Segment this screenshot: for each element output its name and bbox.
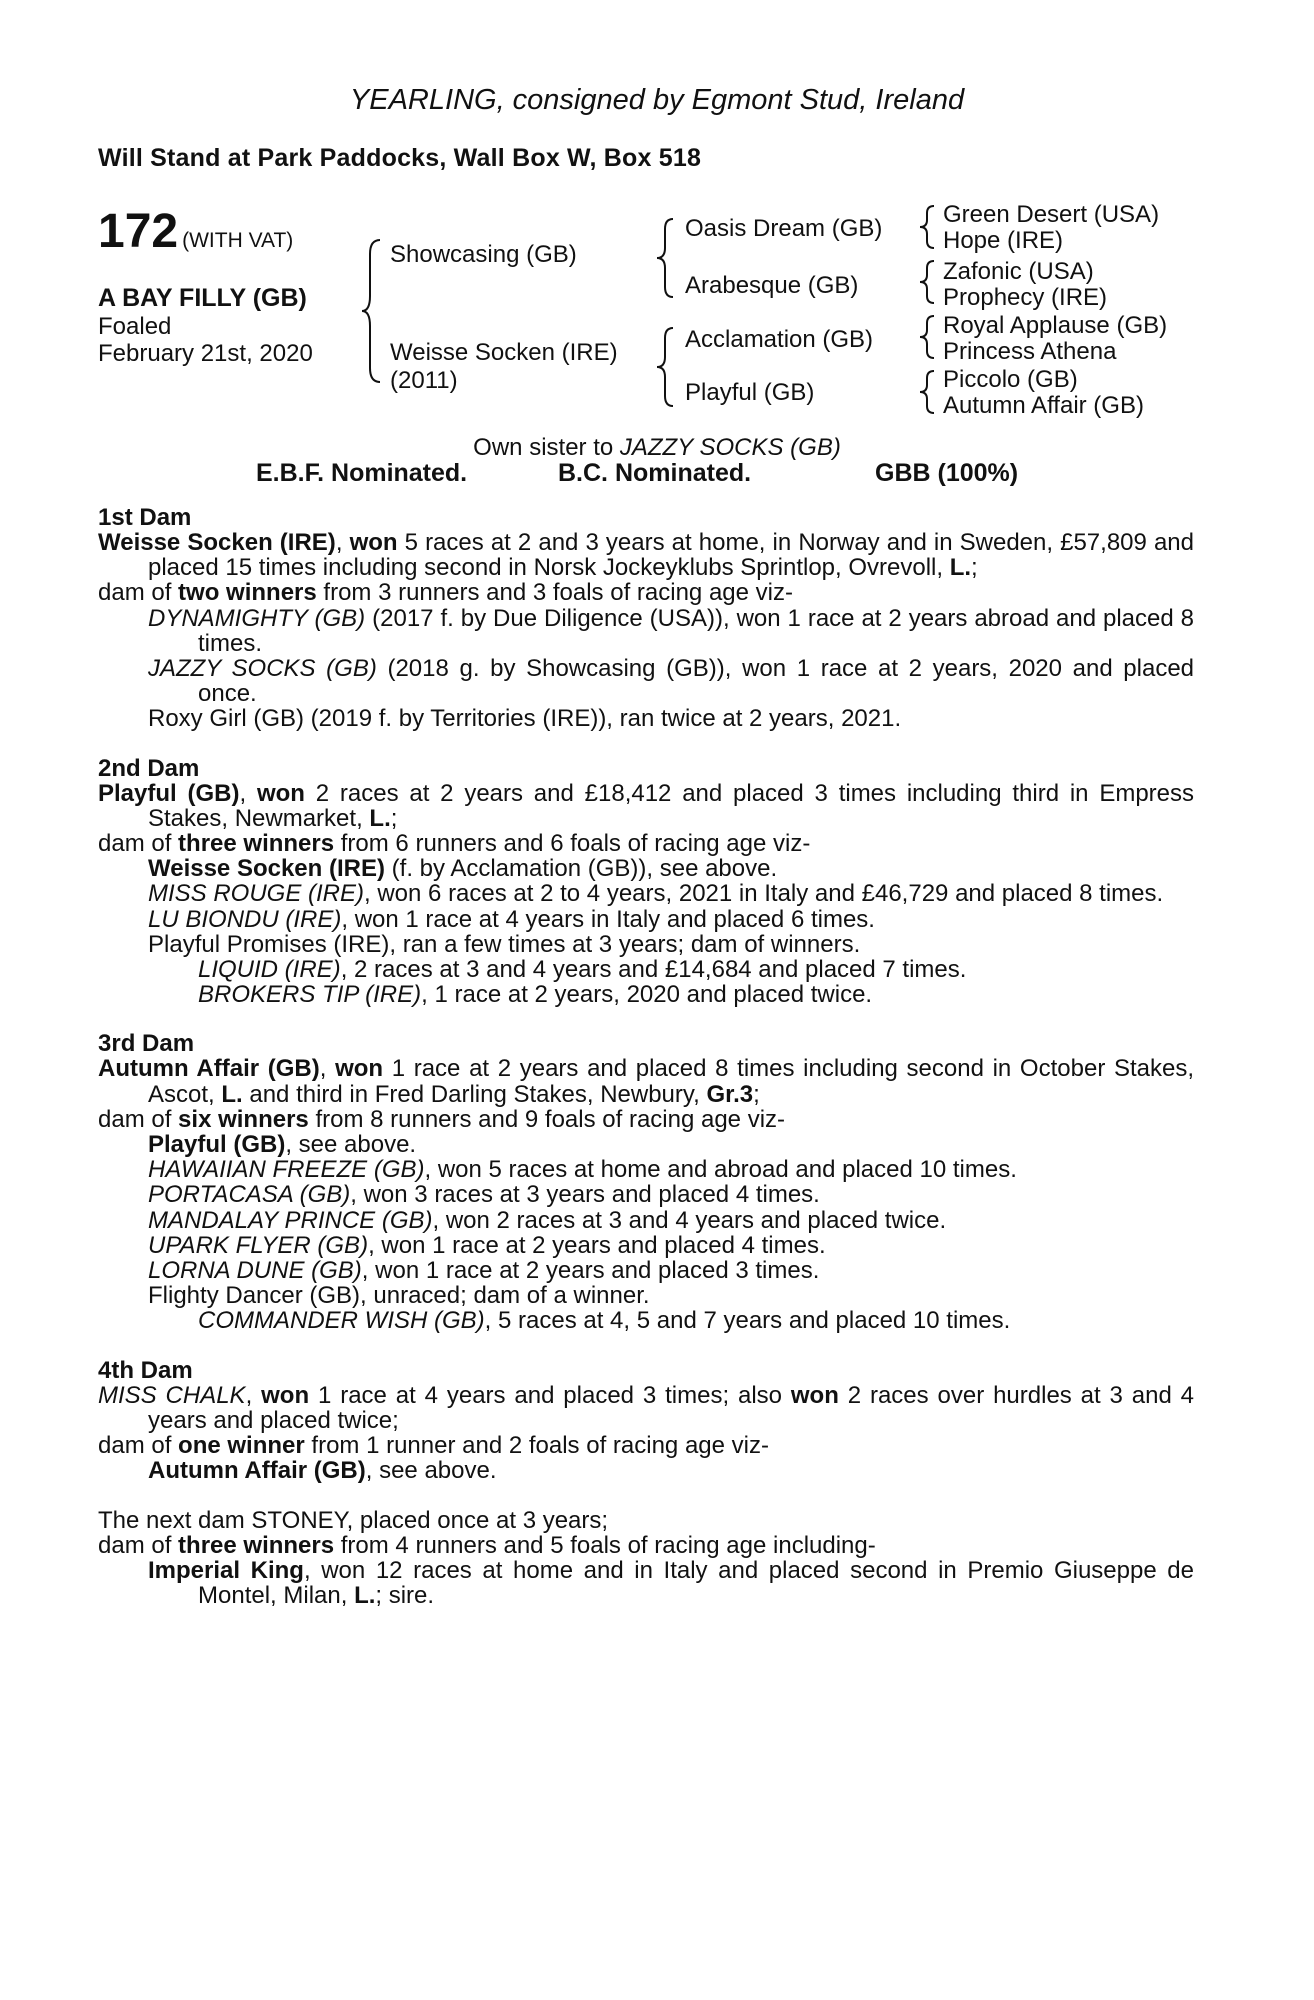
pedigree-line: [98, 1258, 1194, 1283]
text-run: MISS ROUGE (IRE): [148, 880, 365, 908]
text-run: , won 3 races at 3 years and placed 4 times.: [350, 1181, 820, 1209]
pedigree-line: [98, 1433, 1194, 1458]
text-run: 1 race at 4 years and placed 3 times; also: [309, 1381, 791, 1409]
pedigree-brace-main: [360, 236, 388, 386]
pedigree-g3-7: Piccolo (GB): [943, 366, 1078, 393]
pedigree-line: [98, 881, 1194, 906]
dam-section: [98, 1358, 1194, 1484]
text-run: three winners: [178, 1531, 335, 1559]
dam-section: [98, 1031, 1194, 1333]
pedigree-brace-g3-4: [917, 368, 939, 416]
section-heading: 1st Dam: [98, 504, 192, 531]
text-run: dam of: [98, 1432, 179, 1460]
text-run: Autumn Affair (GB): [148, 1457, 366, 1485]
text-run: , won 1 race at 2 years and placed 3 times.: [361, 1257, 820, 1285]
text-run: PORTACASA (GB): [148, 1181, 351, 1209]
text-run: (2017 f. by Due Diligence (USA)), won 1 race at 2 years abroad and placed 8 times.: [198, 604, 1195, 657]
pedigree-line: [98, 580, 1194, 605]
text-run: 2 races over hurdles at 3 and 4 years and placed twice;: [148, 1381, 1195, 1434]
text-run: two winners: [178, 579, 317, 607]
pedigree-line: [98, 831, 1194, 856]
stand-location: Will Stand at Park Paddocks, Wall Box W, Box 518: [98, 144, 702, 172]
text-run: JAZZY SOCKS (GB): [148, 655, 377, 683]
text-run: L.: [949, 554, 972, 582]
text-run: , see above.: [365, 1457, 497, 1485]
text-run: won: [349, 529, 398, 556]
text-run: ,: [319, 1055, 336, 1083]
pedigree-line: [98, 656, 1194, 706]
pedigree-line: [98, 907, 1194, 932]
pedigree-line: [98, 1533, 1194, 1558]
pedigree-dam-sire: Acclamation (GB): [685, 326, 874, 353]
text-run: Weisse Socken (IRE): [98, 529, 336, 556]
text-run: MANDALAY PRINCE (GB): [148, 1206, 433, 1234]
text-run: LIQUID (IRE): [198, 956, 341, 984]
text-run: Flighty Dancer (GB), unraced; dam of a winner.: [148, 1282, 650, 1310]
text-run: L.: [354, 1582, 376, 1610]
pedigree-line: [98, 1383, 1194, 1433]
text-run: won: [261, 1381, 310, 1409]
text-run: 1 race at 2 years and placed 8 times including second in October Stakes, Ascot,: [148, 1055, 1195, 1108]
pedigree-line: [98, 982, 1194, 1007]
text-run: ; sire.: [375, 1582, 435, 1610]
pedigree-g3-6: Princess Athena: [943, 338, 1117, 365]
text-run: ;: [753, 1080, 760, 1108]
pedigree-line: [98, 1283, 1194, 1308]
section-heading: 4th Dam: [98, 1356, 193, 1384]
pedigree-line: [98, 781, 1194, 831]
text-run: (f. by Acclamation (GB)), see above.: [384, 855, 778, 883]
pedigree-g3-2: Hope (IRE): [943, 227, 1064, 254]
lot-number: 172: [98, 205, 179, 258]
text-run: BROKERS TIP (IRE): [198, 981, 422, 1009]
lot-block: [98, 204, 293, 259]
own-sister-name: JAZZY SOCKS (GB): [619, 434, 841, 461]
text-run: , won 2 races at 3 and 4 years and placed twice.: [432, 1206, 947, 1234]
text-run: L.: [221, 1080, 243, 1108]
dam-section: [98, 505, 1194, 732]
text-run: dam of: [98, 830, 179, 858]
text-run: one winner: [178, 1432, 305, 1460]
pedigree-line: [98, 856, 1194, 881]
text-run: Roxy Girl (GB) (2019 f. by Territories (IRE)), ran twice at 2 years, 2021.: [148, 705, 902, 733]
text-run: dam of: [98, 1105, 179, 1133]
foaled-date: February 21st, 2020: [98, 340, 313, 367]
text-run: The next dam STONEY, placed once at 3 years;: [98, 1506, 609, 1534]
text-run: (2018 g. by Showcasing (GB)), won 1 race at 2 years, 2020 and placed once.: [198, 655, 1195, 708]
pedigree-sire-dam: Arabesque (GB): [685, 272, 859, 299]
pedigree-g3-8: Autumn Affair (GB): [943, 392, 1144, 419]
section-heading: 2nd Dam: [98, 754, 200, 782]
text-run: Playful Promises (IRE), ran a few times at 3 years; dam of winners.: [148, 930, 861, 958]
text-run: won: [256, 779, 305, 807]
pedigree-line: [98, 1157, 1194, 1182]
pedigree-g3-4: Prophecy (IRE): [943, 284, 1108, 311]
pedigree-g3-5: Royal Applause (GB): [943, 312, 1168, 339]
text-run: six winners: [178, 1105, 309, 1133]
text-run: three winners: [178, 830, 335, 858]
text-run: Autumn Affair (GB): [98, 1055, 320, 1083]
pedigree-line: [98, 1208, 1194, 1233]
text-run: dam of: [98, 579, 179, 607]
text-run: HAWAIIAN FREEZE (GB): [148, 1156, 425, 1184]
text-run: , 5 races at 4, 5 and 7 years and placed 10 times.: [484, 1307, 1011, 1335]
text-run: LU BIONDU (IRE): [148, 905, 342, 933]
own-sister-prefix: Own sister to: [473, 434, 620, 461]
pedigree-line: [98, 1056, 1194, 1106]
pedigree-line: [98, 530, 1194, 580]
text-run: , won 12 races at home and in Italy and placed second in Premio Giuseppe de Montel, Milan,: [198, 1556, 1194, 1610]
text-run: MISS CHALK: [98, 1381, 246, 1409]
pedigree-g3-1: Green Desert (USA): [943, 201, 1160, 228]
text-run: LORNA DUNE (GB): [148, 1257, 362, 1285]
pedigree-line: [98, 1182, 1194, 1207]
pedigree-dam-year: (2011): [390, 367, 458, 394]
bc-nomination: B.C. Nominated.: [558, 459, 752, 487]
text-run: from 1 runner and 2 foals of racing age viz-: [304, 1432, 769, 1460]
horse-description: A BAY FILLY (GB): [98, 284, 307, 312]
dam-section: [98, 756, 1194, 1008]
text-run: Playful (GB): [98, 779, 240, 807]
pedigree-dam-dam: Playful (GB): [685, 379, 815, 406]
pedigree-line: [98, 1508, 1194, 1533]
own-sister-note: [0, 434, 1314, 462]
ebf-nomination: E.B.F. Nominated.: [256, 459, 468, 487]
catalogue-title: YEARLING, consigned by Egmont Stud, Ireland: [349, 84, 965, 116]
text-run: COMMANDER WISH (GB): [198, 1307, 485, 1335]
text-run: ;: [971, 554, 978, 582]
text-run: ,: [245, 1381, 262, 1409]
text-run: , won 1 race at 4 years in Italy and placed 6 times.: [341, 905, 875, 933]
dam-sections: [98, 505, 1194, 1632]
text-run: , see above.: [285, 1131, 417, 1159]
text-run: from 4 runners and 5 foals of racing age including-: [334, 1531, 876, 1559]
text-run: Playful (GB): [148, 1131, 286, 1159]
foaled-label: Foaled: [98, 313, 172, 340]
text-run: won: [790, 1381, 839, 1409]
text-run: , won 1 race at 2 years and placed 4 times.: [368, 1231, 826, 1259]
text-run: Imperial King: [148, 1556, 304, 1584]
text-run: Weisse Socken (IRE): [148, 855, 385, 883]
pedigree-line: [98, 1458, 1194, 1483]
pedigree-line: [98, 606, 1194, 656]
pedigree-brace-dam: [655, 325, 679, 409]
pedigree-g3-3: Zafonic (USA): [943, 258, 1094, 285]
text-run: dam of: [98, 1531, 179, 1559]
pedigree-dam: Weisse Socken (IRE): [390, 339, 618, 366]
pedigree-brace-g3-2: [917, 258, 939, 306]
gbb-status: GBB (100%): [875, 459, 1019, 487]
text-run: 2 races at 2 years and £18,412 and placed 3 times including third in Empress Stakes, Newmarket,: [148, 779, 1195, 832]
vat-note: (WITH VAT): [182, 229, 294, 252]
text-run: , 2 races at 3 and 4 years and £14,684 and placed 7 times.: [340, 956, 967, 984]
text-run: 5 races at 2 and 3 years at home, in Norway and in Sweden, £57,809 and placed 15 times including second in Norsk Jockeyklubs Sprintlop, Ovrevoll,: [148, 529, 1194, 582]
text-run: won: [335, 1055, 384, 1083]
pedigree-line: [98, 1308, 1194, 1333]
text-run: L.: [369, 804, 391, 832]
pedigree-line: [98, 1233, 1194, 1258]
text-run: DYNAMIGHTY (GB): [148, 604, 366, 632]
text-run: from 8 runners and 9 foals of racing age viz-: [308, 1105, 786, 1133]
text-run: and third in Fred Darling Stakes, Newbury,: [242, 1080, 707, 1108]
text-run: ;: [390, 804, 398, 832]
section-heading: 3rd Dam: [98, 1030, 195, 1058]
text-run: from 6 runners and 6 foals of racing age viz-: [334, 830, 811, 858]
pedigree-brace-g3-1: [917, 203, 939, 251]
pedigree-line: [98, 1558, 1194, 1608]
text-run: ,: [239, 779, 257, 807]
pedigree-line: [98, 1107, 1194, 1132]
pedigree-line: [98, 932, 1194, 957]
pedigree-line: [98, 957, 1194, 982]
pedigree-line: [98, 706, 1194, 731]
text-run: Gr.3: [706, 1080, 754, 1108]
text-run: ,: [335, 529, 350, 556]
pedigree-line: [98, 1132, 1194, 1157]
text-run: , 1 race at 2 years, 2020 and placed twice.: [421, 981, 873, 1009]
pedigree-brace-g3-3: [917, 313, 939, 361]
text-run: UPARK FLYER (GB): [148, 1231, 369, 1259]
dam-section: [98, 1508, 1194, 1609]
text-run: from 3 runners and 3 foals of racing age viz-: [316, 579, 793, 607]
text-run: , won 5 races at home and abroad and placed 10 times.: [424, 1156, 1017, 1184]
pedigree-sire: Showcasing (GB): [390, 241, 577, 268]
text-run: , won 6 races at 2 to 4 years, 2021 in Italy and £46,729 and placed 8 times.: [364, 880, 1164, 908]
pedigree-sire-sire: Oasis Dream (GB): [685, 215, 883, 242]
pedigree-brace-sire: [655, 216, 679, 300]
